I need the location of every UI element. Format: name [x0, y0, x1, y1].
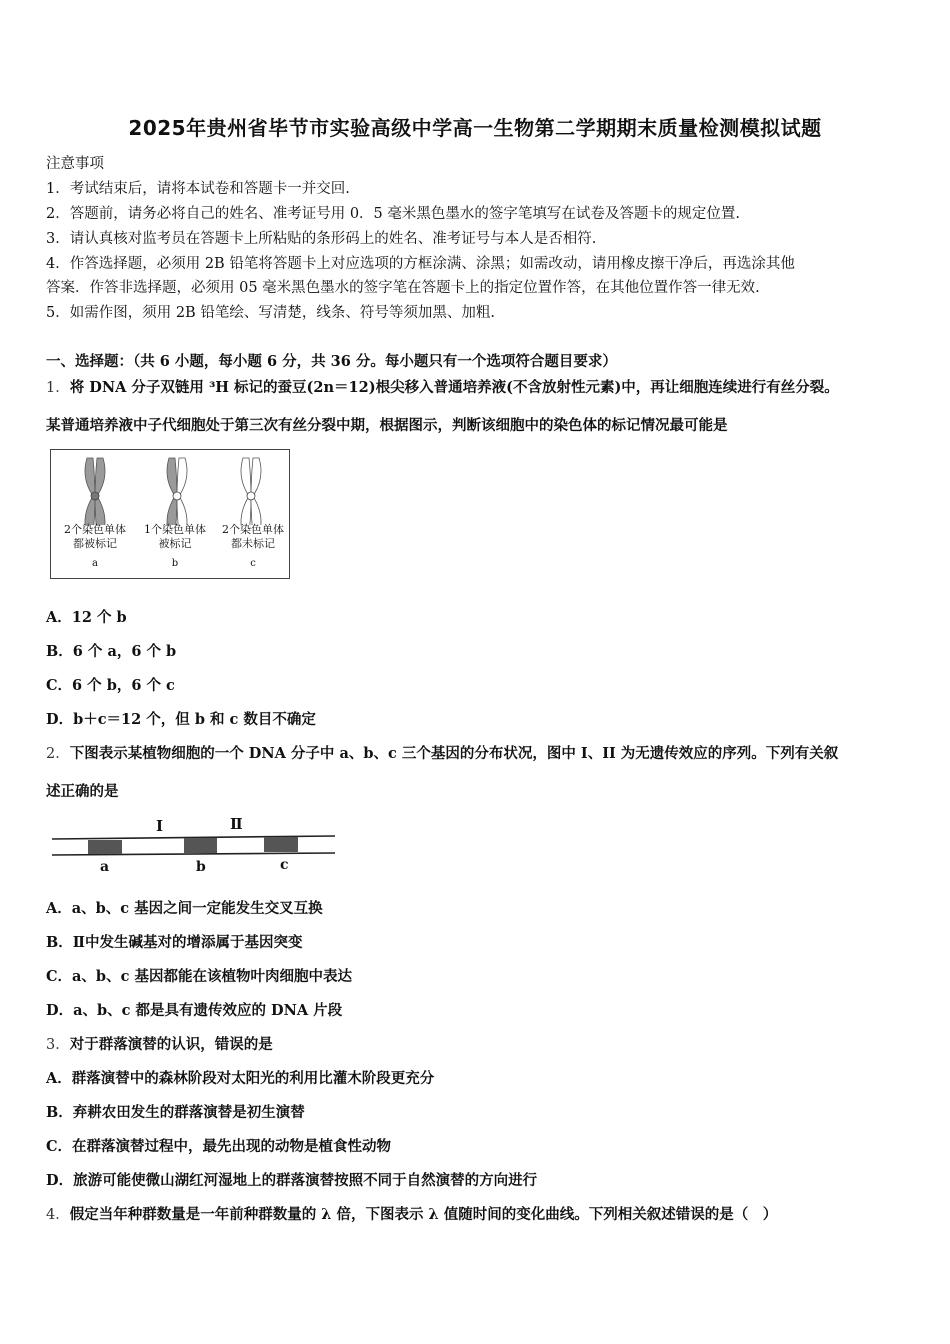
paper-title: 2025年贵州省毕节市实验高级中学高一生物第二学期期末质量检测模拟试题: [128, 116, 822, 140]
q1-text: 将 DNA 分子双链用 ³H 标记的蚕豆(2n＝12)根尖移入普通培养液(不含放射性元素)中，再让细胞连续进行有丝分裂。: [69, 379, 839, 396]
q1-option-b: B．6 个 a，6 个 b: [46, 643, 177, 660]
gene-a-segment: [88, 840, 122, 854]
q2-option-d: D．a、b、c 都是具有遗传效应的 DNA 片段: [46, 1002, 343, 1019]
chromosome-a: [85, 458, 105, 525]
chromosome-drawings: [51, 450, 291, 525]
q3-text: 对于群落演替的认识，错误的是: [69, 1036, 273, 1053]
q3-option-b: B．弃耕农田发生的群落演替是初生演替: [46, 1104, 305, 1121]
note-3: 3．请认真核对监考员在答题卡上所粘贴的条形码上的姓名、准考证号与本人是否相符.: [46, 231, 597, 247]
chromosome-figure: [50, 449, 290, 579]
q2-number: 2．: [46, 746, 70, 762]
q2-stem-line2: 述正确的是: [46, 783, 119, 800]
note-5: 5．如需作图，须用 2B 铅笔绘、写清楚，线条、符号等须加黑、加粗.: [46, 305, 495, 321]
q1-option-c: C．6 个 b，6 个 c: [46, 677, 175, 694]
caption-c: 2个染色单体都未标记: [222, 523, 284, 550]
q1-stem-line2: 某普通培养液中子代细胞处于第三次有丝分裂中期，根据图示，判断该细胞中的染色体的标记情况最可能是: [46, 417, 728, 434]
note-1: 1．考试结束后，请将本试卷和答题卡一并交回.: [46, 181, 350, 197]
q3-option-d: D．旅游可能使微山湖红河湿地上的群落演替按照不同于自然演替的方向进行: [46, 1172, 538, 1189]
chromosome-c: [241, 458, 261, 525]
q3-option-c: C．在群落演替过程中，最先出现的动物是植食性动物: [46, 1138, 392, 1155]
q3-option-a: A．群落演替中的森林阶段对太阳光的利用比灌木阶段更充分: [46, 1070, 435, 1087]
label-c: c: [250, 558, 256, 569]
label-b: b: [171, 558, 179, 569]
notes-heading: 注意事项: [46, 156, 104, 172]
chromosome-b: [167, 458, 187, 525]
label-a: a: [92, 558, 98, 569]
q2-option-c: C．a、b、c 基因都能在该植物叶肉细胞中表达: [46, 968, 352, 985]
q3-stem: [46, 1033, 273, 1054]
q4-number: 4．: [46, 1207, 70, 1223]
q1-number: 1．: [46, 380, 70, 396]
label-gene-b: b: [196, 859, 206, 875]
gene-b-segment: [184, 838, 217, 853]
q2-option-a: A．a、b、c 基因之间一定能发生交叉互换: [46, 900, 323, 917]
label-gene-a: a: [100, 859, 110, 875]
note-4-cont: 答案．作答非选择题，必须用 05 毫米黑色墨水的签字笔在答题卡上的指定位置作答，在其他位置作答一律无效.: [46, 280, 760, 296]
gene-c-segment: [264, 837, 298, 852]
note-4: 4．作答选择题，必须用 2B 铅笔将答题卡上对应选项的方框涂满、涂黑；如需改动，请用橡皮擦干净后，再选涂其他: [46, 256, 795, 272]
dna-strand: [50, 815, 340, 885]
q4-stem: [46, 1203, 777, 1224]
dna-figure: [50, 815, 340, 885]
label-I: I: [156, 817, 164, 835]
q2-text: 下图表示某植物细胞的一个 DNA 分子中 a、b、c 三个基因的分布状况，图中 I、II 为无遗传效应的序列。下列有关叙: [69, 745, 839, 762]
q2-stem-line1: [46, 742, 838, 763]
caption-b: 1个染色单体被标记: [144, 523, 206, 550]
q1-stem-line1: [46, 376, 839, 397]
note-2: 2．答题前，请务必将自己的姓名、准考证号用 0．5 毫米黑色墨水的签字笔填写在试卷及答题卡的规定位置.: [46, 206, 740, 222]
section-heading: 一、选择题：（共 6 小题，每小题 6 分，共 36 分。每小题只有一个选项符合题目要求）: [46, 353, 617, 370]
q4-text: 假定当年种群数量是一年前种群数量的 λ 倍，下图表示 λ 值随时间的变化曲线。下列相关叙述错误的是（ ）: [69, 1206, 778, 1223]
q2-option-b: B．Ⅱ中发生碱基对的增添属于基因突变: [46, 934, 303, 951]
q3-number: 3．: [46, 1037, 70, 1053]
label-II: Ⅱ: [230, 815, 243, 833]
label-gene-c: c: [280, 857, 289, 873]
q1-option-a: A．12 个 b: [46, 609, 127, 626]
caption-a: 2个染色单体都被标记: [64, 523, 126, 550]
q1-option-d: D．b＋c＝12 个，但 b 和 c 数目不确定: [46, 711, 316, 728]
